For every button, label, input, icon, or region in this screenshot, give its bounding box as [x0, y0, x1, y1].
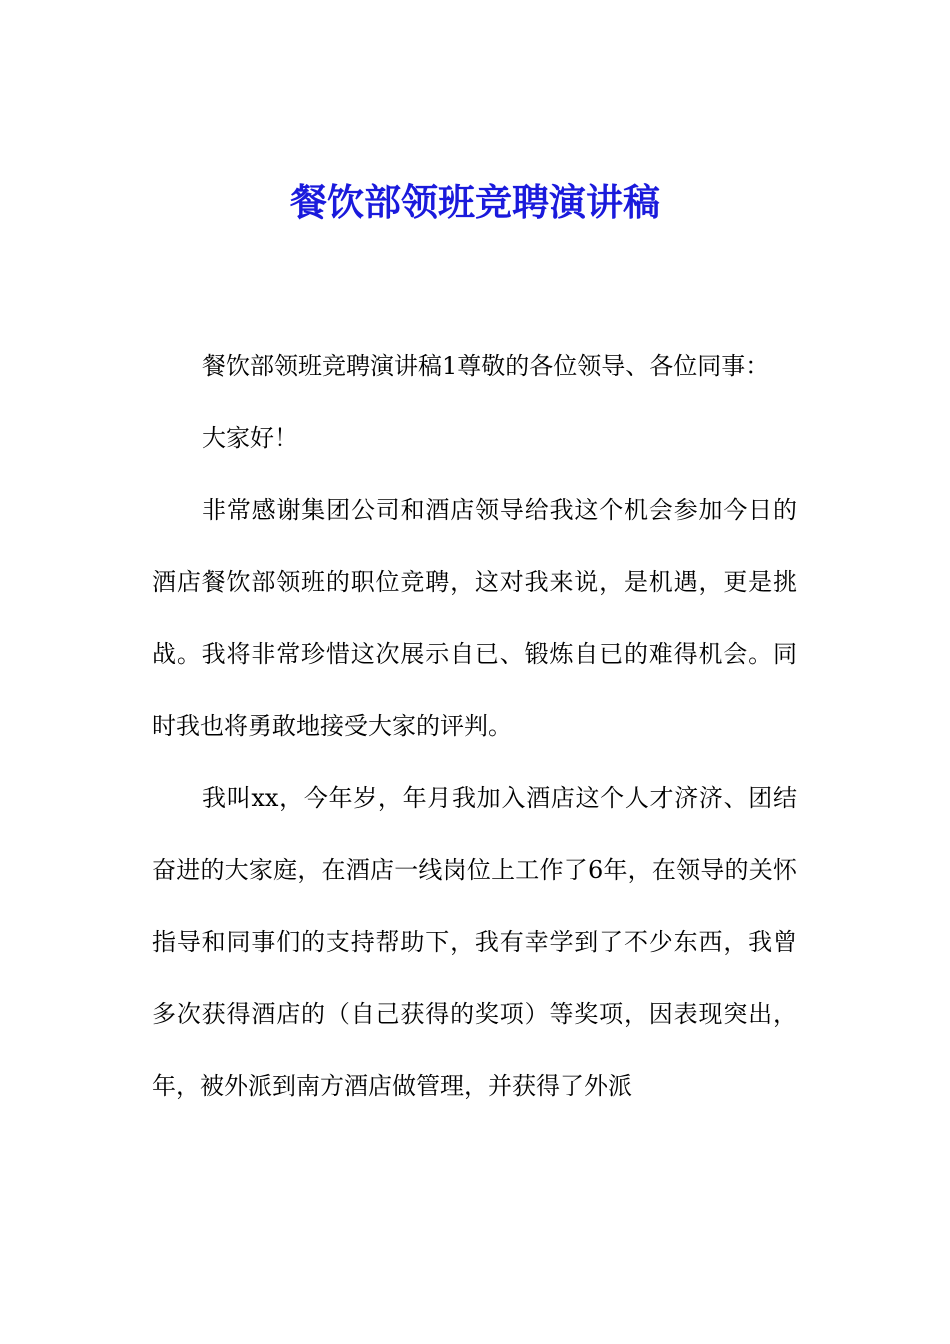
paragraph: 餐饮部领班竞聘演讲稿1尊敬的各位领导、各位同事： — [202, 352, 770, 380]
paragraph: 非常感谢集团公司和酒店领导给我这个机会参加今日的酒店餐饮部领班的职位竞聘，这对我来说，是机遇，更是挑战。我将非常珍惜这次展示自已、锻炼自已的难得机会。同时我也将勇敢地接受大家的评判。 — [152, 496, 797, 740]
document-body — [152, 330, 797, 1122]
paragraph: 我叫xx，今年岁，年月我加入酒店这个人才济济、团结奋进的大家庭，在酒店一线岗位上工作了6年，在领导的关怀指导和同事们的支持帮助下，我有幸学到了不少东西，我曾多次获得酒店的（自己获得的奖项）等奖项，因表现突出，年，被外派到南方酒店做管理，并获得了外派 — [152, 784, 797, 1100]
document-title: 餐饮部领班竞聘演讲稿 — [290, 180, 660, 224]
paragraph: 大家好！ — [202, 424, 298, 452]
